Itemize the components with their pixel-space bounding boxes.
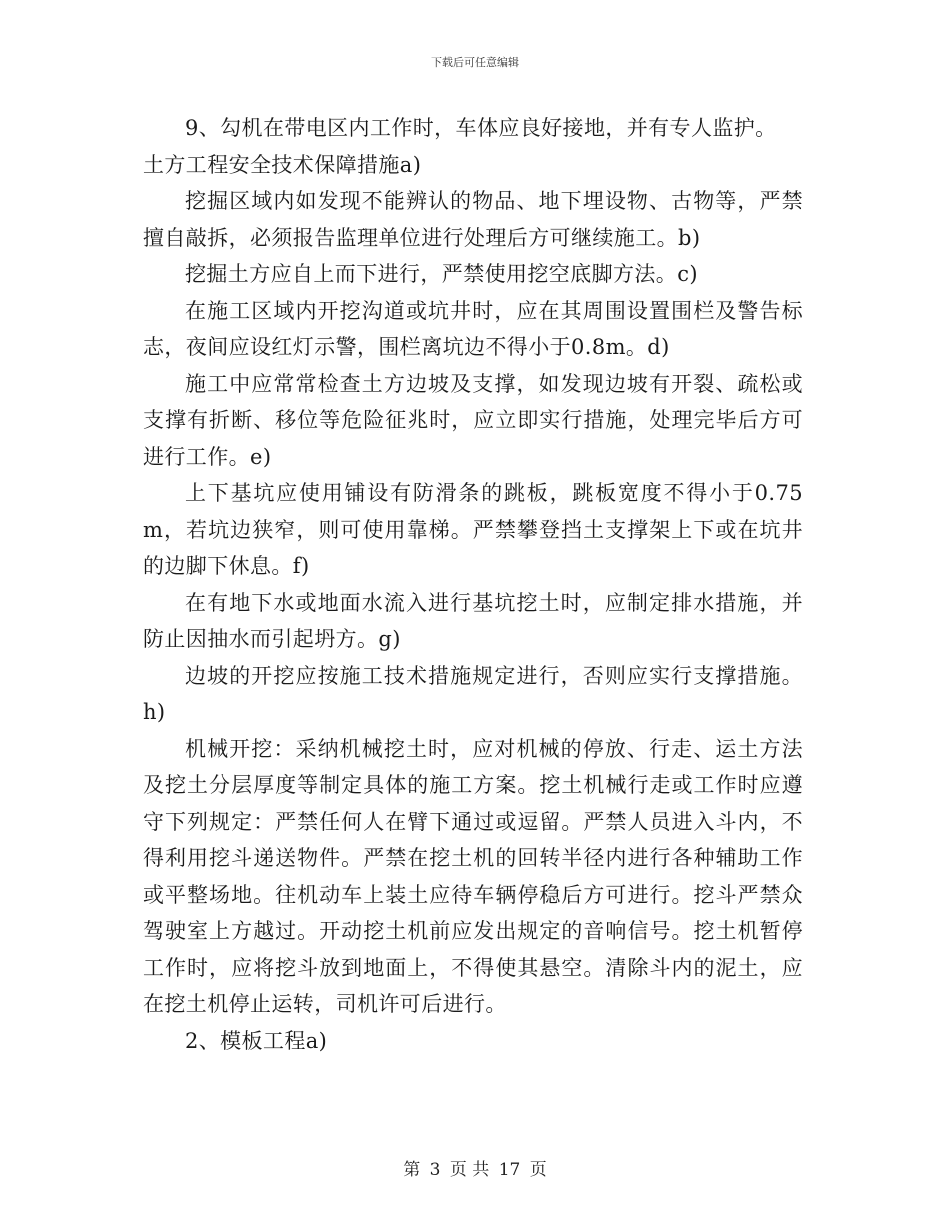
paragraph-10: 机械开挖：采纳机械挖土时，应对机械的停放、行走、运土方法及挖土分层厚度等制定具体的施工方案。挖土机械行走或工作时应遵守下列规定：严禁任何人在臂下通过或逗留。严禁人员进入斗内，不得利用挖斗递送物件。严禁在挖土机的回转半径内进行各种辅助工作或平整场地。往机动车上装土应待车辆停稳后方可进行。挖斗严禁众驾驶室上方越过。开动挖土机前应发出规定的音响信号。挖土机暂停工作时，应将挖斗放到地面上，不得使其悬空。清除斗内的泥土，应在挖土机停止运转，司机许可后进行。: [143, 736, 803, 1016]
page-footer: [0, 1155, 950, 1180]
paragraph-5: 在施工区域内开挖沟道或坑井时，应在其周围设置围栏及警告标志，夜间应设红灯示警，围栏离坑边不得小于0.8m。d): [143, 298, 803, 359]
footer-middle: 页 共: [449, 1160, 490, 1180]
paragraph-8: 在有地下水或地面水流入进行基坑挖土时，应制定排水措施，并防止因抽水而引起坍方。g): [143, 590, 803, 651]
footer-prefix: 第: [403, 1160, 421, 1180]
footer-page-number: 3: [429, 1160, 441, 1180]
paragraph-7: 上下基坑应使用铺设有防滑条的跳板，跳板宽度不得小于0.75m，若坑边狭窄，则可使用靠梯。严禁攀登挡土支撑架上下或在坑井的边脚下休息。f): [143, 481, 803, 578]
paragraph-3: 挖掘区域内如发现不能辨认的物品、地下埋设物、古物等，严禁擅自敲拆，必须报告监理单位进行处理后方可继续施工。b): [143, 189, 803, 250]
footer-total-pages: 17: [498, 1160, 521, 1180]
paragraph-11: 2、模板工程a): [185, 1028, 328, 1053]
paragraph-6: 施工中应常常检查土方边坡及支撑，如发现边坡有开裂、疏松或支撑有折断、移位等危险征兆时，应立即实行措施，处理完毕后方可进行工作。e): [143, 371, 803, 469]
page-header: [0, 54, 950, 70]
footer-suffix: 页: [529, 1160, 547, 1180]
document-body: [143, 110, 803, 1059]
paragraph-1: 9、勾机在带电区内工作时，车体应良好接地，并有专人监护。: [185, 116, 777, 140]
header-text: 下载后可任意编辑: [431, 56, 519, 69]
paragraph-4: 挖掘土方应自上而下进行，严禁使用挖空底脚方法。c): [185, 262, 698, 286]
paragraph-2: 土方工程安全技术保障措施a): [143, 152, 422, 177]
paragraph-9: 边坡的开挖应按施工技术措施规定进行，否则应实行支撑措施。h): [143, 663, 803, 724]
